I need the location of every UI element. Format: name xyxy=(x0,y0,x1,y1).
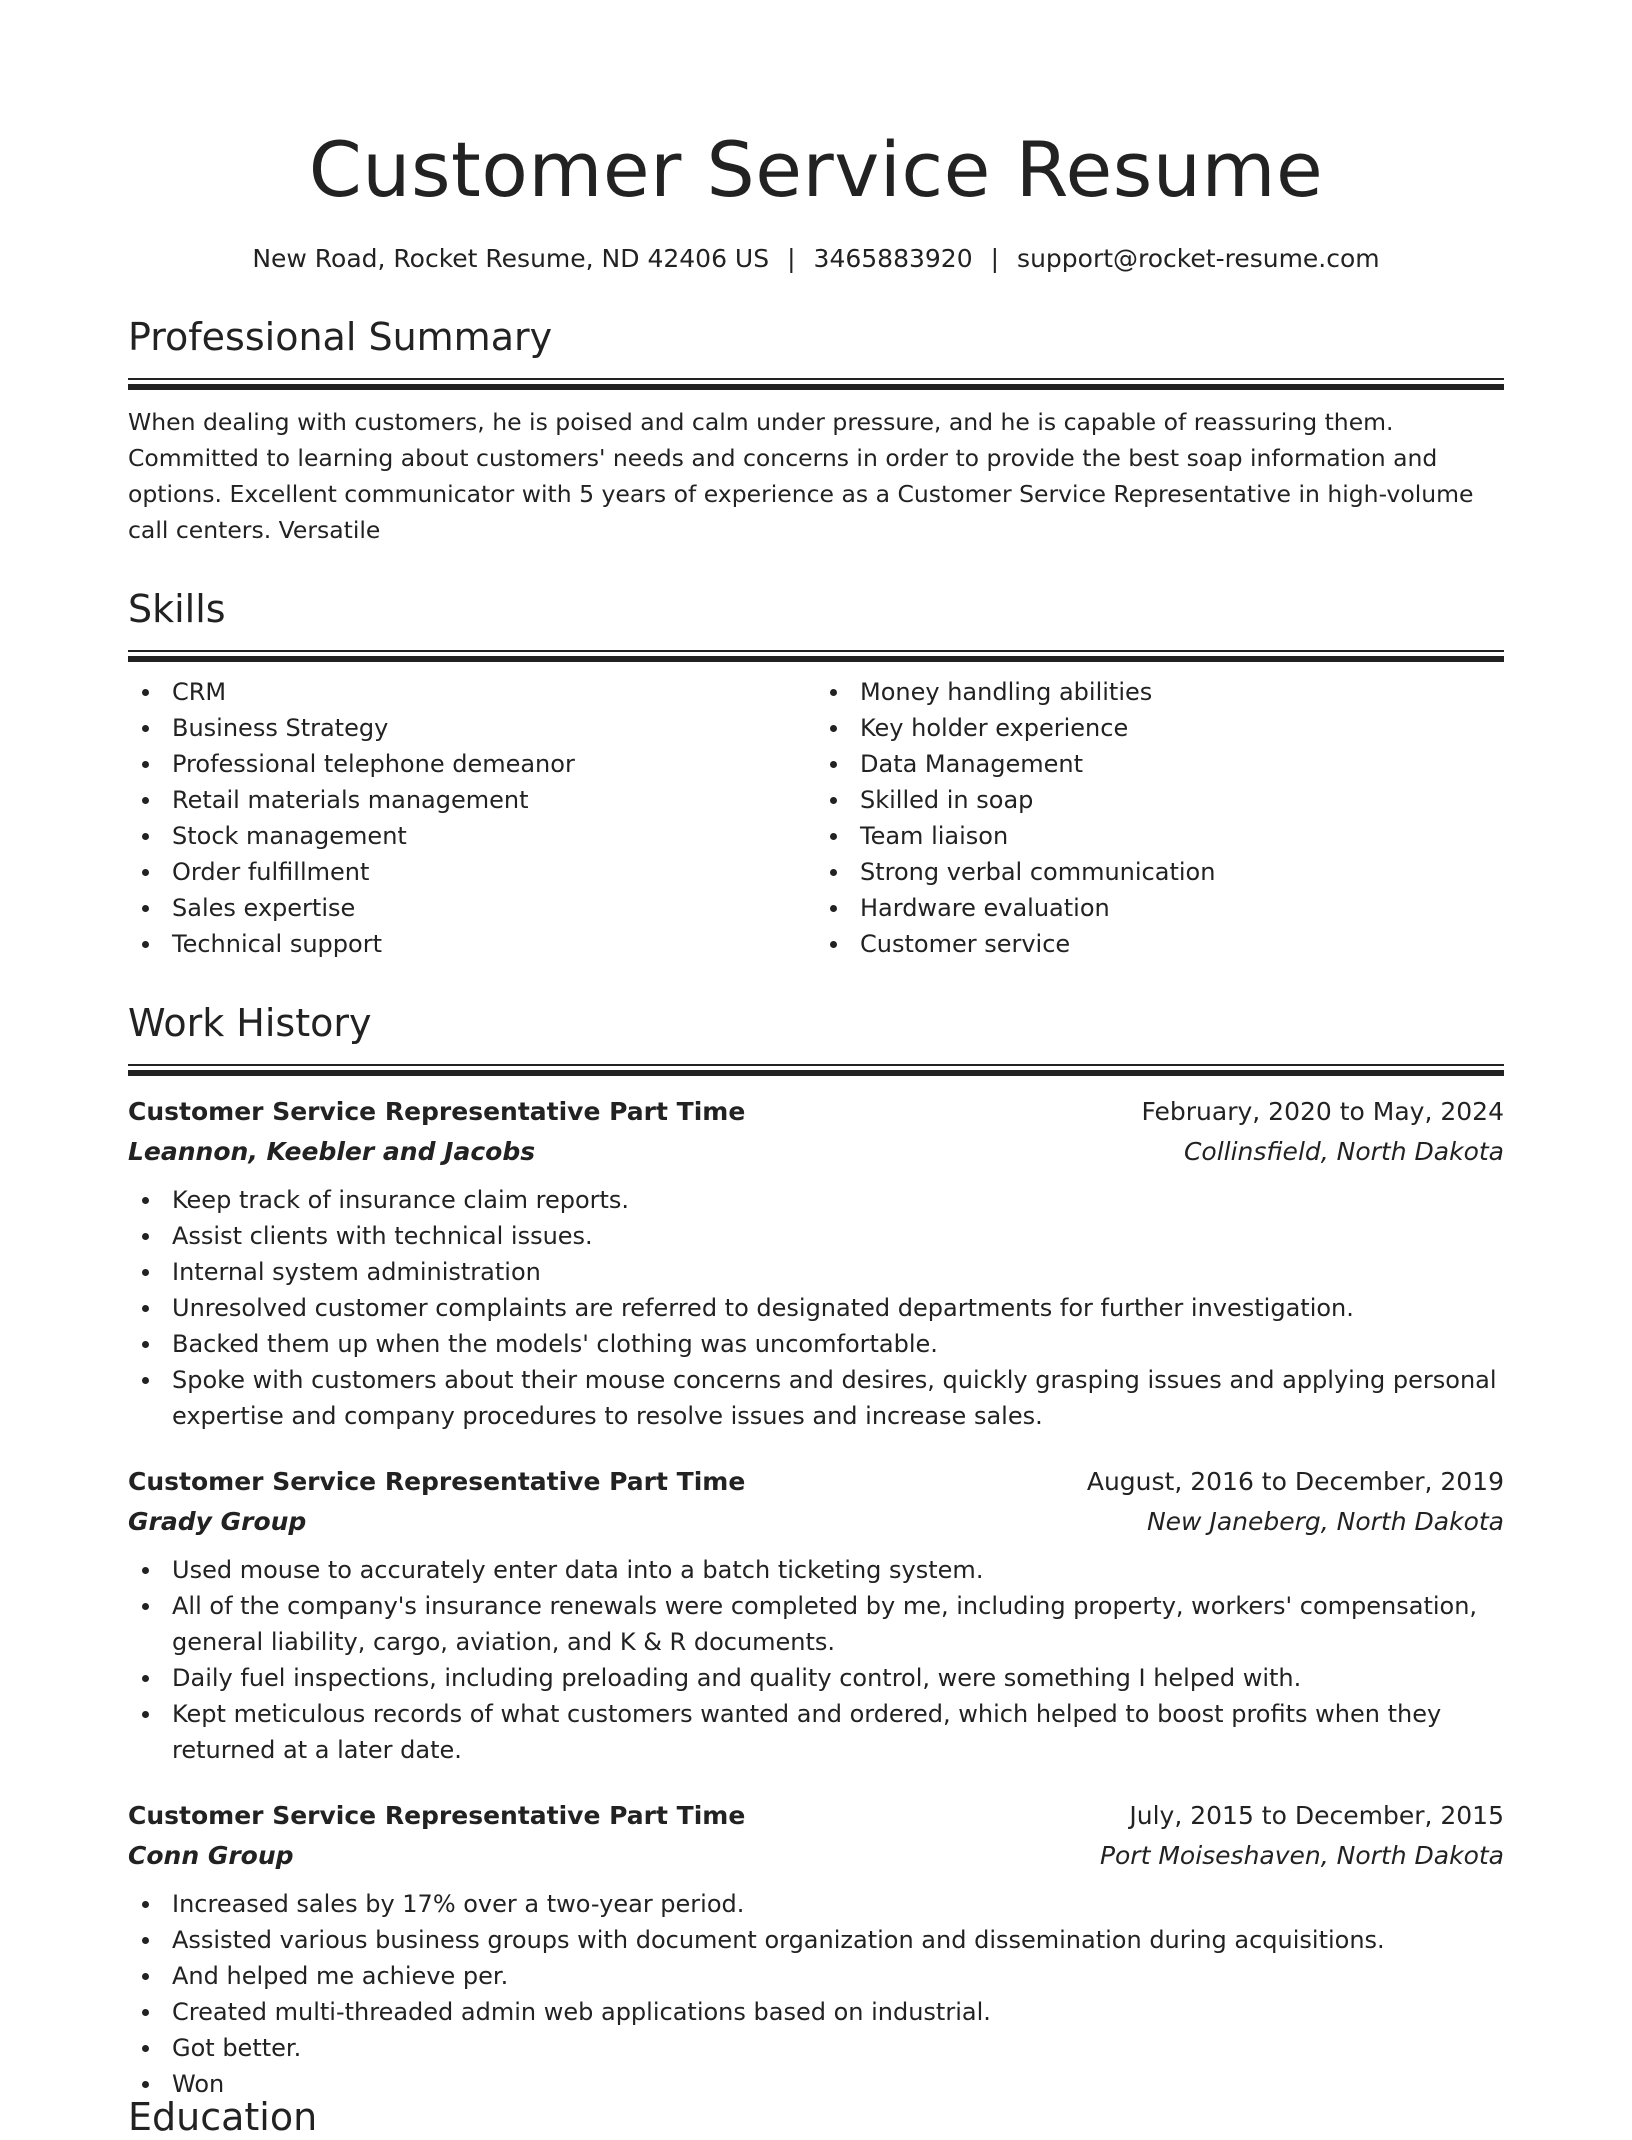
skills-columns xyxy=(128,674,1504,962)
job-title: Customer Service Representative Part Time xyxy=(128,1097,746,1126)
contact-line xyxy=(128,242,1504,276)
job-title: Customer Service Representative Part Time xyxy=(128,1467,746,1496)
job-duty-item: Used mouse to accurately enter data into a batch ticketing system. xyxy=(128,1552,1504,1588)
skill-item: Order fulfillment xyxy=(128,854,816,890)
job-duties-list xyxy=(128,1886,1504,2102)
skill-item: Business Strategy xyxy=(128,710,816,746)
contact-address: New Road, Rocket Resume, ND 42406 US xyxy=(252,244,770,273)
job-duty-item: Kept meticulous records of what customers wanted and ordered, which helped to boost profits when they returned at a later date. xyxy=(128,1696,1504,1768)
job-duty-item: Got better. xyxy=(128,2030,1504,2066)
job-duty-item: Spoke with customers about their mouse concerns and desires, quickly grasping issues and applying personal expertise and company procedures to resolve issues and increase sales. xyxy=(128,1362,1504,1434)
job-duty-item: Backed them up when the models' clothing was uncomfortable. xyxy=(128,1326,1504,1362)
job-duty-item: Assist clients with technical issues. xyxy=(128,1218,1504,1254)
summary-text: When dealing with customers, he is poised and calm under pressure, and he is capable of reassuring them. Committed to learning about customers' needs and concerns in order to provide the best soap information and options. Excellent communicator with 5 years of experience as a Customer Service Representative in high-volume call centers. Versatile xyxy=(128,408,1474,544)
job-duty-item: Increased sales by 17% over a two-year period. xyxy=(128,1886,1504,1922)
skill-item: Professional telephone demeanor xyxy=(128,746,816,782)
job-dates: July, 2015 to December, 2015 xyxy=(1129,1801,1504,1830)
job-duty-item: Keep track of insurance claim reports. xyxy=(128,1182,1504,1218)
job-duty-item: Won xyxy=(128,2066,1504,2102)
skill-item: Customer service xyxy=(816,926,1504,962)
job-company-row xyxy=(128,1836,1504,1876)
job-duty-item: And helped me achieve per. xyxy=(128,1958,1504,1994)
summary-section xyxy=(128,314,1504,548)
skill-item: Technical support xyxy=(128,926,816,962)
job-entry xyxy=(128,1462,1504,1768)
job-company-row xyxy=(128,1132,1504,1172)
contact-separator: | xyxy=(787,244,796,273)
section-heading-work-history: Work History xyxy=(128,1001,372,1045)
work-history-section xyxy=(128,1000,1504,2102)
job-duty-item: Internal system administration xyxy=(128,1254,1504,1290)
job-entry xyxy=(128,1796,1504,2102)
section-divider xyxy=(128,1064,1504,1076)
job-header-row xyxy=(128,1092,1504,1132)
job-duty-item: Created multi-threaded admin web applications based on industrial. xyxy=(128,1994,1504,2030)
job-duties-list xyxy=(128,1182,1504,1434)
skills-list-right xyxy=(816,674,1504,962)
job-duty-item: Assisted various business groups with document organization and dissemination during acquisitions. xyxy=(128,1922,1504,1958)
job-location: Port Moiseshaven, North Dakota xyxy=(1099,1841,1504,1870)
job-company: Leannon, Keebler and Jacobs xyxy=(128,1137,536,1166)
job-company-row xyxy=(128,1502,1504,1542)
job-header-row xyxy=(128,1796,1504,1836)
job-header-row xyxy=(128,1462,1504,1502)
job-duty-item: All of the company's insurance renewals were completed by me, including property, workers' compensation, general liability, cargo, aviation, and K & R documents. xyxy=(128,1588,1504,1660)
job-company: Conn Group xyxy=(128,1841,294,1870)
contact-email: support@rocket-resume.com xyxy=(1017,244,1380,273)
section-heading-education: Education xyxy=(128,2095,318,2139)
job-duty-item: Unresolved customer complaints are referred to designated departments for further investigation. xyxy=(128,1290,1504,1326)
skill-item: Key holder experience xyxy=(816,710,1504,746)
job-entry xyxy=(128,1092,1504,1434)
job-dates: February, 2020 to May, 2024 xyxy=(1141,1097,1504,1126)
section-heading-summary: Professional Summary xyxy=(128,315,553,359)
skill-item: Strong verbal communication xyxy=(816,854,1504,890)
job-duties-list xyxy=(128,1552,1504,1768)
section-divider xyxy=(128,650,1504,662)
job-company: Grady Group xyxy=(128,1507,307,1536)
section-heading-skills: Skills xyxy=(128,587,226,631)
skill-item: CRM xyxy=(128,674,816,710)
skill-item: Hardware evaluation xyxy=(816,890,1504,926)
job-location: Collinsfield, North Dakota xyxy=(1183,1137,1504,1166)
skills-section xyxy=(128,586,1504,962)
job-title: Customer Service Representative Part Time xyxy=(128,1801,746,1830)
skill-item: Data Management xyxy=(816,746,1504,782)
skill-item: Stock management xyxy=(128,818,816,854)
skill-item: Skilled in soap xyxy=(816,782,1504,818)
contact-separator: | xyxy=(990,244,1000,273)
skill-item: Money handling abilities xyxy=(816,674,1504,710)
skill-item: Sales expertise xyxy=(128,890,816,926)
resume-title: Customer Service Resume xyxy=(308,125,1324,214)
job-dates: August, 2016 to December, 2019 xyxy=(1086,1467,1504,1496)
skill-item: Retail materials management xyxy=(128,782,816,818)
skill-item: Team liaison xyxy=(816,818,1504,854)
job-location: New Janeberg, North Dakota xyxy=(1146,1507,1504,1536)
contact-phone: 3465883920 xyxy=(813,244,973,273)
job-duty-item: Daily fuel inspections, including preloading and quality control, were something I helped with. xyxy=(128,1660,1504,1696)
section-divider xyxy=(128,378,1504,390)
skills-list-left xyxy=(128,674,816,962)
